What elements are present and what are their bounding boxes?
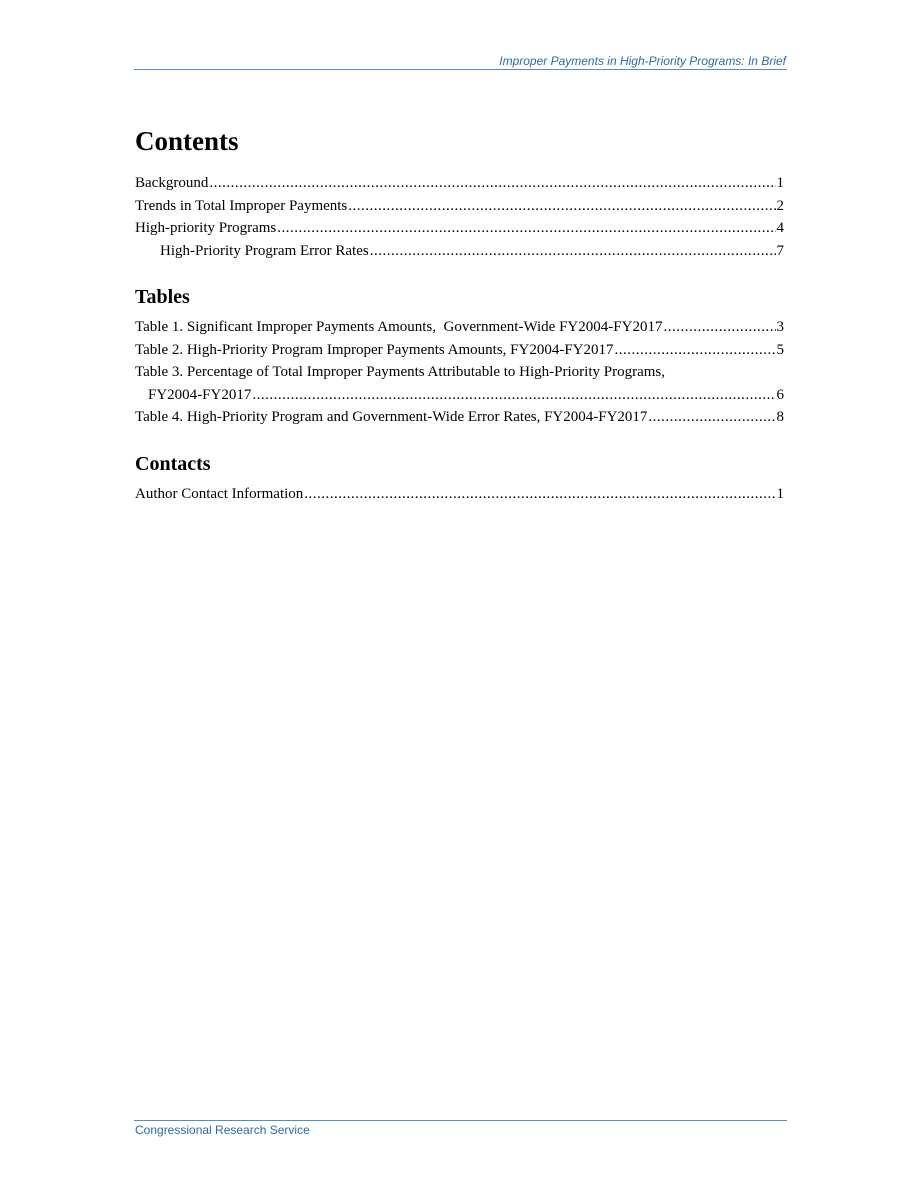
toc-page-number: 7 <box>776 242 784 259</box>
contents-heading: Contents <box>135 126 239 156</box>
contacts-heading: Contacts <box>135 452 211 475</box>
toc-entry-error-rates[interactable] <box>135 240 784 263</box>
toc-page-number: 5 <box>776 341 784 358</box>
toc-entry-background[interactable] <box>135 172 784 195</box>
toc-entry-label: Table 3. Percentage of Total Improper Payments Attributable to High-Priority Programs, <box>135 364 666 380</box>
footer-divider <box>134 1120 787 1121</box>
footer-organization: Congressional Research Service <box>135 1123 310 1137</box>
toc-entry-label: Table 2. High-Priority Program Improper Payments Amounts, FY2004-FY2017 <box>135 341 614 358</box>
dot-leader <box>370 240 776 263</box>
dot-leader <box>648 406 775 429</box>
toc-entry-table-4[interactable] <box>135 406 784 429</box>
tables-list <box>135 316 784 429</box>
dot-leader <box>277 217 775 240</box>
toc-entry-label-continued: FY2004-FY2017 <box>148 386 252 403</box>
toc-entry-label: Trends in Total Improper Payments <box>135 197 348 214</box>
toc-entry-label: High-priority Programs <box>135 220 277 236</box>
header-divider <box>134 69 787 70</box>
running-header: Improper Payments in High-Priority Programs: In Brief <box>499 54 786 68</box>
toc-entry-table-1[interactable] <box>135 316 784 339</box>
toc-entry-table-2[interactable] <box>135 339 784 362</box>
toc-entry-continuation <box>135 384 784 407</box>
toc-page-number: 4 <box>776 220 784 236</box>
toc-page-number: 8 <box>776 409 784 425</box>
toc-entry-table-3[interactable] <box>135 361 784 406</box>
toc-entry-high-priority-programs[interactable] <box>135 217 784 240</box>
toc-entry-label: High-Priority Program Error Rates <box>160 242 369 259</box>
toc-page-number: 2 <box>776 197 784 214</box>
document-body <box>135 124 784 505</box>
contacts-list <box>135 483 784 506</box>
toc-page-number: 1 <box>776 485 784 502</box>
toc-entry-label: Table 4. High-Priority Program and Government-Wide Error Rates, FY2004-FY2017 <box>135 409 648 425</box>
toc-entry-label: Table 1. Significant Improper Payments Amounts, Government-Wide FY2004-FY2017 <box>135 319 663 335</box>
toc-entry-author-contact[interactable] <box>135 483 784 506</box>
dot-leader <box>348 195 775 218</box>
contents-list <box>135 172 784 262</box>
toc-page-number: 3 <box>776 319 784 335</box>
dot-leader <box>615 339 776 362</box>
toc-page-number: 6 <box>776 386 784 403</box>
toc-entry-label: Author Contact Information <box>135 485 304 502</box>
dot-leader <box>304 483 775 506</box>
toc-entry-trends[interactable] <box>135 195 784 218</box>
dot-leader <box>663 316 775 339</box>
dot-leader <box>252 384 775 407</box>
tables-heading: Tables <box>135 286 190 308</box>
toc-entry-label: Background <box>135 175 209 191</box>
dot-leader <box>209 172 775 195</box>
toc-page-number: 1 <box>776 175 784 191</box>
